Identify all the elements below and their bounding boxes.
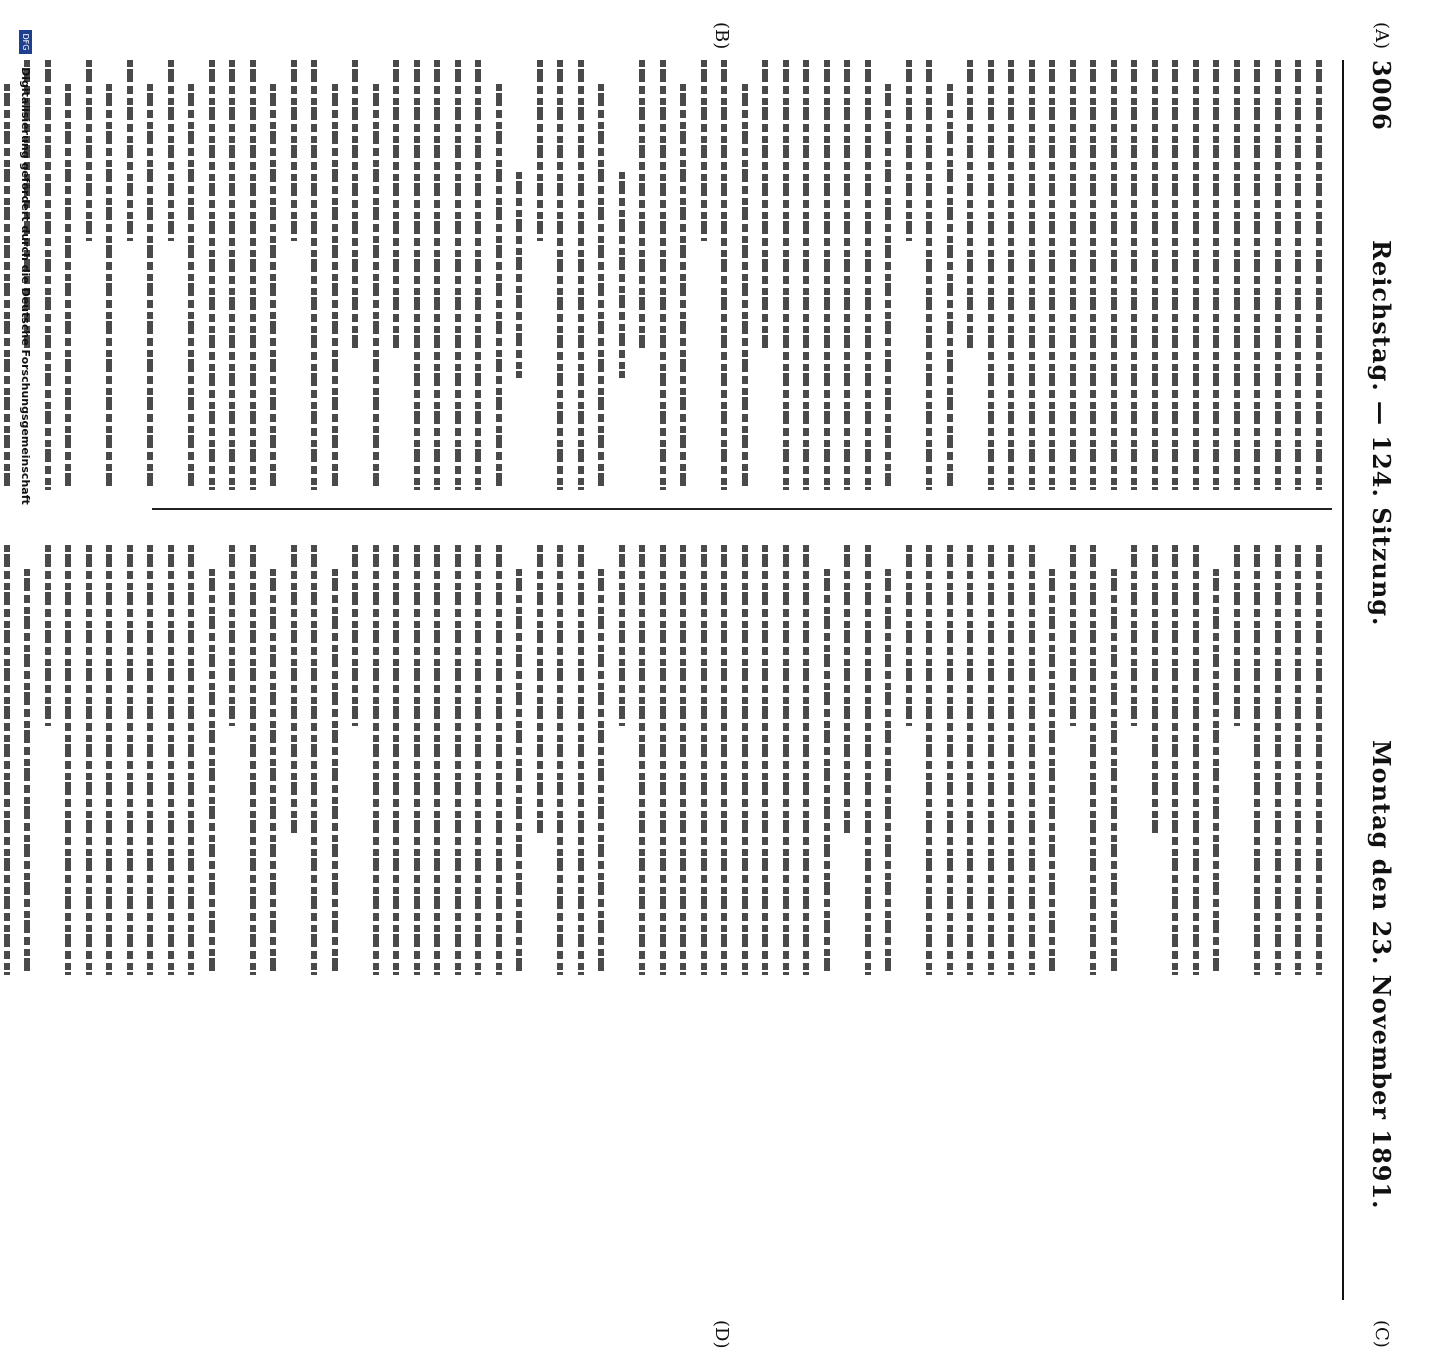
text-line-placeholder [4,84,10,490]
text-line-placeholder [1275,60,1281,490]
text-line-placeholder [947,545,953,975]
text-line-placeholder [558,545,564,975]
text-line-placeholder [455,545,461,975]
column-divider [152,508,1332,510]
text-line-placeholder [332,84,338,490]
text-line-placeholder [312,60,318,490]
text-line-placeholder [742,84,748,490]
text-line-placeholder [271,84,277,490]
text-line-placeholder [865,60,871,490]
text-line-placeholder [681,84,687,490]
text-line-placeholder [291,545,297,837]
text-line-placeholder [763,60,769,352]
text-line-placeholder [517,172,523,378]
text-line-placeholder [394,545,400,975]
text-line-placeholder [763,545,769,975]
text-line-placeholder [1214,60,1220,490]
text-line-placeholder [537,60,543,241]
margin-marker-a: (A) [1371,22,1392,50]
text-line-placeholder [1255,545,1261,975]
text-line-placeholder [1050,60,1056,490]
text-line-placeholder [25,569,31,975]
text-line-placeholder [1070,60,1076,490]
text-line-placeholder [1173,60,1179,490]
text-line-placeholder [660,60,666,490]
text-line-placeholder [1070,545,1076,726]
text-line-placeholder [168,545,174,975]
text-line-placeholder [435,545,441,975]
text-line-placeholder [107,545,113,975]
text-line-placeholder [845,545,851,837]
text-line-placeholder [148,545,154,975]
text-line-placeholder [968,545,974,975]
digitization-credit: Digitalisierung gefördert durch die Deutsche Forschungsgemeinschaft [19,67,32,505]
text-line-placeholder [886,84,892,490]
text-line-placeholder [127,60,133,241]
text-line-placeholder [271,569,277,975]
text-line-placeholder [1009,545,1015,975]
text-line-placeholder [45,60,51,490]
text-line-placeholder [332,569,338,975]
text-line-placeholder [1152,60,1158,490]
text-line-placeholder [906,545,912,726]
text-line-placeholder [1091,545,1097,975]
text-line-placeholder [496,84,502,490]
text-line-placeholder [1316,60,1322,490]
text-line-placeholder [394,60,400,352]
text-line-placeholder [291,60,297,241]
session-title: Reichstag. — 124. Sitzung. [1367,240,1396,627]
text-line-placeholder [4,545,10,975]
text-line-placeholder [455,60,461,490]
text-line-placeholder [722,545,728,975]
text-line-placeholder [373,545,379,975]
text-line-placeholder [599,569,605,975]
text-line-placeholder [619,172,625,378]
text-line-placeholder [353,60,359,352]
text-line-placeholder [45,545,51,726]
text-line-placeholder [1091,60,1097,490]
text-column-left [182,60,1322,490]
text-line-placeholder [701,60,707,241]
text-line-placeholder [1029,60,1035,490]
text-line-placeholder [476,545,482,975]
margin-marker-b: (B) [711,22,732,50]
text-line-placeholder [1050,569,1056,975]
text-line-placeholder [66,545,72,975]
text-column-right [182,545,1322,975]
text-line-placeholder [578,545,584,975]
text-line-placeholder [209,569,215,975]
text-line-placeholder [1234,545,1240,726]
text-line-placeholder [537,545,543,837]
dfg-logo: DFG [19,30,32,54]
text-line-placeholder [209,60,215,490]
text-line-placeholder [168,60,174,241]
text-line-placeholder [86,60,92,241]
text-line-placeholder [988,60,994,490]
text-line-placeholder [722,60,728,490]
text-line-placeholder [1296,60,1302,490]
text-line-placeholder [148,84,154,490]
text-line-placeholder [1132,60,1138,490]
digitization-footer [14,30,36,505]
text-line-placeholder [1173,545,1179,975]
text-line-placeholder [353,545,359,726]
text-line-placeholder [189,545,195,975]
text-line-placeholder [640,60,646,352]
text-line-placeholder [1029,545,1035,975]
text-line-placeholder [599,84,605,490]
text-line-placeholder [824,60,830,490]
text-line-placeholder [476,60,482,490]
text-line-placeholder [1193,60,1199,490]
text-line-placeholder [1275,545,1281,975]
text-line-placeholder [824,569,830,975]
text-line-placeholder [927,60,933,490]
text-line-placeholder [701,545,707,975]
text-line-placeholder [886,569,892,975]
text-line-placeholder [804,60,810,490]
text-line-placeholder [1132,545,1138,726]
text-line-placeholder [250,60,256,490]
text-line-placeholder [1296,545,1302,975]
text-line-placeholder [517,569,523,975]
text-line-placeholder [250,545,256,975]
text-line-placeholder [947,84,953,490]
text-line-placeholder [230,545,236,726]
page-number: 3006 [1367,60,1396,131]
text-line-placeholder [681,545,687,975]
text-line-placeholder [1234,60,1240,490]
text-line-placeholder [414,545,420,975]
text-line-placeholder [619,545,625,726]
text-line-placeholder [865,545,871,975]
header-rule [1342,60,1344,1300]
text-line-placeholder [927,545,933,975]
text-line-placeholder [845,60,851,490]
text-line-placeholder [1111,60,1117,490]
text-line-placeholder [1255,60,1261,490]
text-line-placeholder [1152,545,1158,837]
text-line-placeholder [1214,569,1220,975]
text-line-placeholder [1009,60,1015,490]
text-line-placeholder [435,60,441,490]
text-line-placeholder [968,60,974,352]
text-line-placeholder [578,60,584,490]
text-line-placeholder [640,545,646,975]
text-line-placeholder [312,545,318,975]
text-line-placeholder [988,545,994,975]
text-line-placeholder [414,60,420,490]
text-line-placeholder [86,545,92,975]
text-line-placeholder [1111,569,1117,975]
text-line-placeholder [783,545,789,975]
margin-marker-d: (D) [711,1320,732,1348]
text-line-placeholder [66,84,72,490]
margin-marker-c: (C) [1371,1320,1392,1348]
text-line-placeholder [660,545,666,975]
text-line-placeholder [783,60,789,490]
text-line-placeholder [107,84,113,490]
text-line-placeholder [373,84,379,490]
page-header [1356,60,1404,1300]
text-line-placeholder [906,60,912,241]
text-line-placeholder [1193,545,1199,975]
text-line-placeholder [230,60,236,490]
text-line-placeholder [127,545,133,975]
text-line-placeholder [558,60,564,490]
text-line-placeholder [804,545,810,975]
session-date: Montag den 23. November 1891. [1367,740,1396,1210]
text-line-placeholder [496,545,502,975]
text-line-placeholder [742,545,748,975]
text-line-placeholder [189,84,195,490]
text-line-placeholder [1316,545,1322,975]
